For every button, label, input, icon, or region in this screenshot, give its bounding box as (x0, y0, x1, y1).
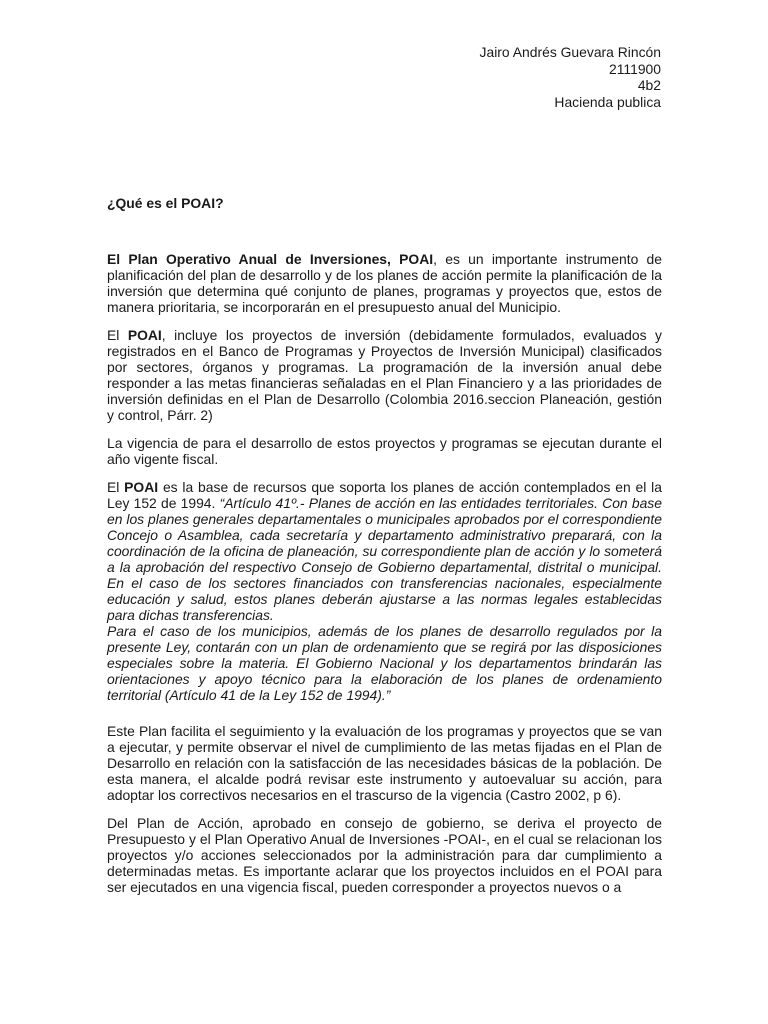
paragraph-1 (107, 251, 662, 315)
paragraph-1-text: , es un importante instrumento de planificación del plan de desarrollo y de los planes de acción permite la planificación de la inversión que determina qué conjunto de planes, programas y proyectos que, estos de manera prioritaria, se incorporarán en el presupuesto anual del Municipio. (107, 251, 662, 315)
paragraph-6: Este Plan facilita el seguimiento y la evaluación de los programas y proyectos que se van a ejecutar, y permite observar el nivel de cumplimiento de las metas fijadas en el Plan de Desarrollo en relación con la satisfacción de las necesidades básicas de la población. De esta manera, el alcalde podrá revisar este instrumento y autoevaluar su acción, para adoptar los correctivos necesarios en el trascurso de la vigencia (Castro 2002, p 6). (107, 723, 662, 803)
document-title: ¿Qué es el POAI? (107, 195, 224, 211)
paragraph-4 (107, 479, 662, 623)
paragraph-4-bold: POAI (124, 479, 159, 495)
paragraph-7: Del Plan de Acción, aprobado en consejo de gobierno, se deriva el proyecto de Presupuesto y el Plan Operativo Anual de Inversiones -POAI-, en el cual se relacionan los proyectos y/o acciones seleccionados por la administración para dar cumplimiento a determinadas metas. Es importante aclarar que los proyectos incluidos en el POAI para ser ejecutados en una vigencia fiscal, pueden corresponder a proyectos nuevos o a (107, 815, 662, 895)
paragraph-4-text: es la base de recursos que soporta los planes de acción contemplados en el la Ley 152 de 1994. (107, 479, 662, 511)
paragraph-1-bold: El Plan Operativo Anual de Inversiones, POAI (107, 251, 434, 267)
paragraph-2 (107, 327, 662, 423)
student-code: 2111900 (608, 60, 661, 77)
law-quote-part-1: “Artículo 41º.- Planes de acción en las entidades territoriales. Con base en los planes generales departamentales o municipales aprobados por el correspondiente Concejo o Asamblea, cada secretaría y departamento administrativo preparará, con la coordinación de la oficina de planeación, su correspondiente plan de acción y lo someterá a la aprobación del respectivo Consejo de Gobierno departamental, distrital o municipal. En el caso de los sectores financiados con transferencias nacionales, especialmente educación y salud, estos planes deberán ajustarse a las normas legales establecidas para dichas transferencias. (107, 495, 662, 623)
law-quote-part-2: Para el caso de los municipios, además de los planes de desarrollo regulados por la presente Ley, contarán con un plan de ordenamiento que se regirá por las disposiciones especiales sobre la materia. El Gobierno Nacional y los departamentos brindarán las orientaciones y apoyo técnico para la elaboración de los planes de ordenamiento territorial (Artículo 41 de la Ley 152 de 1994).” (107, 623, 662, 703)
document-body (107, 251, 662, 895)
paragraph-3: La vigencia de para el desarrollo de estos proyectos y programas se ejecutan durante el año vigente fiscal. (107, 435, 662, 467)
paragraph-4-pre: El (107, 479, 125, 495)
group-code: 4b2 (637, 77, 661, 93)
paragraph-2-bold: POAI (127, 327, 162, 343)
subject-name: Hacienda publica (554, 93, 661, 110)
author-name: Jairo Andrés Guevara Rincón (479, 44, 661, 60)
paragraph-2-pre: El (107, 327, 128, 343)
paragraph-2-text: , incluye los proyectos de inversión (debidamente formulados, evaluados y registrados en el Banco de Programas y Proyectos de Inversión Municipal) clasificados por sectores, órganos y programas. La programación de la inversión anual debe responder a las metas financieras señaladas en el Plan Financiero y a las prioridades de inversión definidas en el Plan de Desarrollo (Colombia 2016.seccion Planeación, gestión y control, Párr. 2) (107, 327, 662, 423)
author-header (480, 44, 661, 110)
